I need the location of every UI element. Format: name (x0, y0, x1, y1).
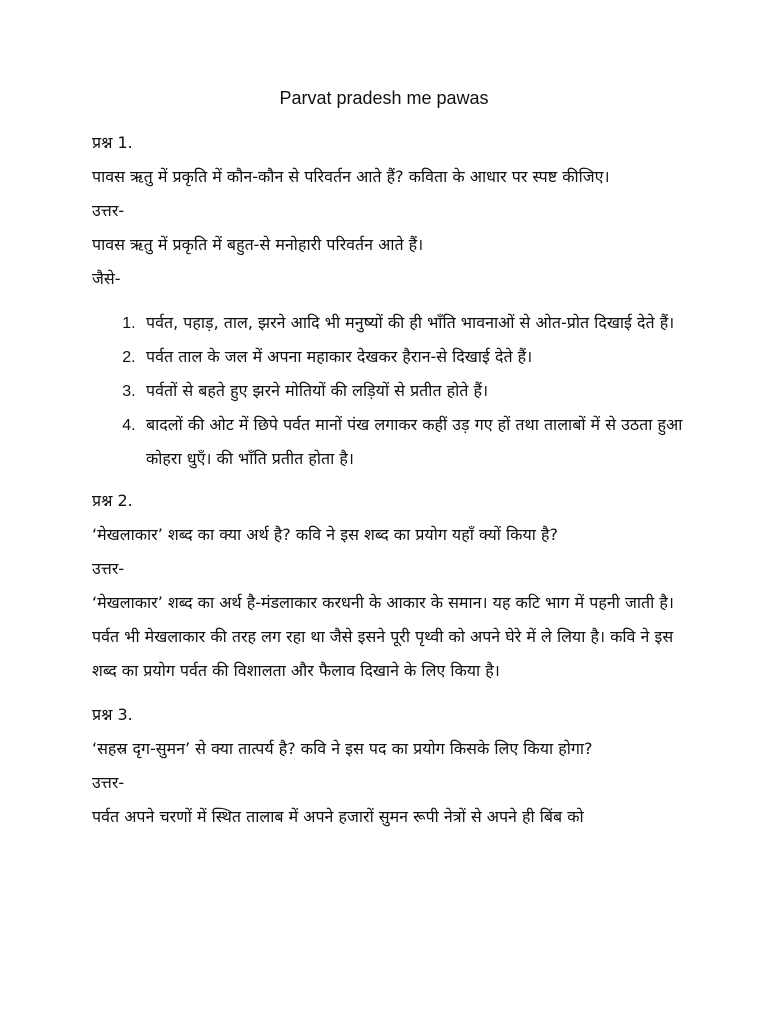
question-1-label: प्रश्न 1. (92, 133, 133, 152)
answer-1-intro: पावस ऋतु में प्रकृति में बहुत-से मनोहारी परिवर्तन आते हैं। (92, 235, 424, 254)
question-3-label: प्रश्न 3. (92, 705, 133, 724)
question-2-text: ‘मेखलाकार’ शब्द का क्या अर्थ है? कवि ने इस शब्द का प्रयोग यहाँ क्यों किया है? (92, 525, 558, 544)
list-item: 3. पर्वतों से बहते हुए झरने मोतियों की लड़ियों से प्रतीत होते हैं। (140, 374, 692, 408)
answer-2-label: उत्तर- (92, 559, 125, 578)
answer-1-examples-label: जैसे- (92, 269, 121, 288)
list-item: 1. पर्वत, पहाड़, ताल, झरने आदि भी मनुष्यों की ही भाँति भावनाओं से ओत-प्रोत दिखाई देते हैं। (140, 306, 692, 340)
answer-3-label: उत्तर- (92, 773, 125, 792)
document-body (92, 126, 692, 834)
page-title: Parvat pradesh me pawas (279, 88, 489, 108)
question-2-label: प्रश्न 2. (92, 491, 133, 510)
answer-3-text: पर्वत अपने चरणों में स्थित तालाब में अपने हजारों सुमन रूपी नेत्रों से अपने ही बिंब को (92, 807, 584, 826)
answer-1-label: उत्तर- (92, 201, 125, 220)
list-item: 2. पर्वत ताल के जल में अपना महाकार देखकर हैरान-से दिखाई देते हैं। (140, 340, 692, 374)
list-item: 4. बादलों की ओट में छिपे पर्वत मानों पंख लगाकर कहीं उड़ गए हों तथा तालाबों में से उठता हुआ कोहरा धुएँ। की भाँति प्रतीत होता है। (140, 408, 692, 476)
question-3-text: ‘सहस्र दृग-सुमन’ से क्या तात्पर्य है? कवि ने इस पद का प्रयोग किसके लिए किया होगा? (92, 739, 593, 758)
answer-1-list (92, 306, 692, 476)
answer-2-text: ‘मेखलाकार’ शब्द का अर्थ है-मंडलाकार करधनी के आकार के समान। यह कटि भाग में पहनी जाती है। पर्वत भी मेखलाकार की तरह लग रहा था जैसे इसने पूरी पृथ्वी को अपने घेरे में ले लिया है। कवि ने इस शब्द का प्रयोग पर्वत की विशालता और फैलाव दिखाने के लिए किया है। (92, 593, 674, 680)
question-1-text: पावस ऋतु में प्रकृति में कौन-कौन से परिवर्तन आते हैं? कविता के आधार पर स्पष्ट कीजिए। (92, 167, 610, 186)
